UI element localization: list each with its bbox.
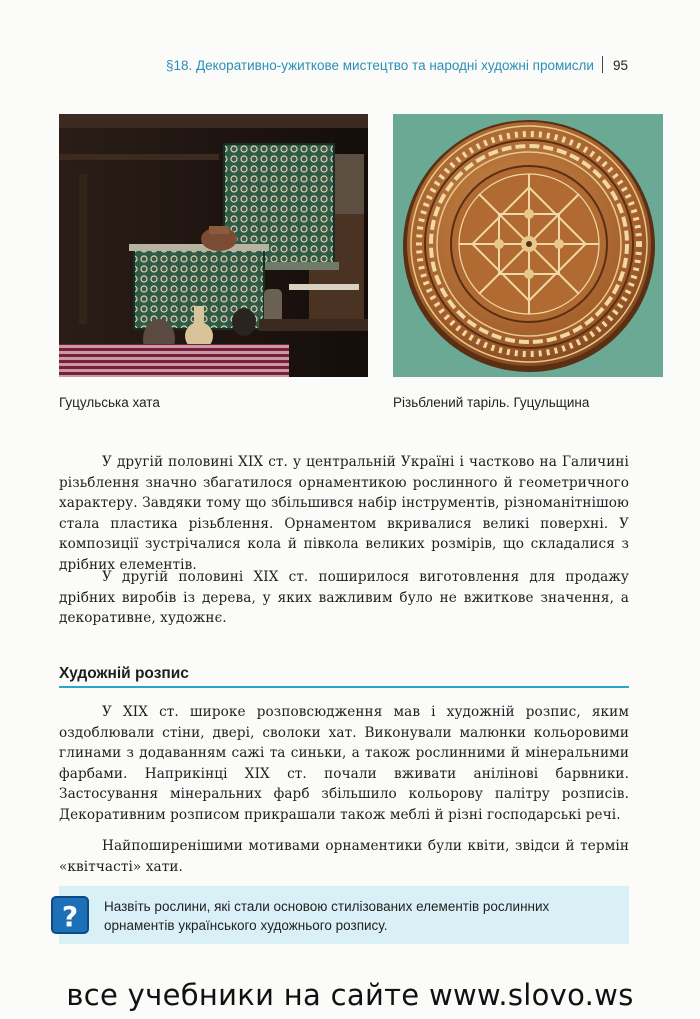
body-paragraph: У XIX ст. широке розповсюдження мав і художній розпис, яким оздоблювали стіни, двері, сволоки хат. Виконували малюнки кольоровими глинами з додаванням сажі та синьки, а також рослинними й мінеральними фарбами. Наприкінці XIX ст. почали вживати анілінові барвники. Застосування мінеральних фарб збільшило кольорову палітру розписів. Декоративним розписом прикрашали також меблі й різні господарські речі. <box>59 704 629 823</box>
body-paragraph: У другій половині XIX ст. поширилося виготовлення для продажу дрібних виробів із дерева, у яких важливим було не вжиткове значення, а декоративне, художнє. <box>59 569 629 626</box>
carved-plate-illustration <box>393 114 663 377</box>
page-number: 95 <box>612 58 628 73</box>
running-header <box>0 56 628 73</box>
carved-plate-photo <box>393 114 663 377</box>
section-header-title: §18. Декоративно-ужиткове мистецтво та народні художні промисли <box>165 58 594 73</box>
section-heading: Художній розпис <box>59 665 629 688</box>
body-paragraph: У другій половині XIX ст. у центральній Україні і частково на Галичині різьблення значно збагатилося орнаментикою рослинного й геометричного характеру. Завдяки тому що збільшився набір інструментів, різноманітнішою стала пластика різьблення. Орнаментом вкривалися великі поверхні. У композиції зустрічалися кола й півкола великих розмірів, що складалися з дрібних елементів. <box>59 454 629 573</box>
hutsul-house-illustration <box>59 114 368 377</box>
body-paragraph: Найпоширенішими мотивами орнаментики були квіти, звідси й термін «квітчасті» хати. <box>59 838 629 875</box>
svg-text:?: ? <box>61 900 79 933</box>
header-divider <box>602 56 603 73</box>
hutsul-house-photo <box>59 114 368 377</box>
question-text: Назвіть рослини, які стали основою стилізованих елементів рослинних орнаментів українського художнього розпису. <box>104 899 550 933</box>
question-icon <box>50 895 90 935</box>
figure-caption-carved-plate: Різьблений таріль. Гуцульщина <box>393 395 590 410</box>
figure-caption-hutsul-house: Гуцульська хата <box>59 395 160 410</box>
site-watermark: все учебники на сайте www.slovo.ws <box>66 978 634 1012</box>
